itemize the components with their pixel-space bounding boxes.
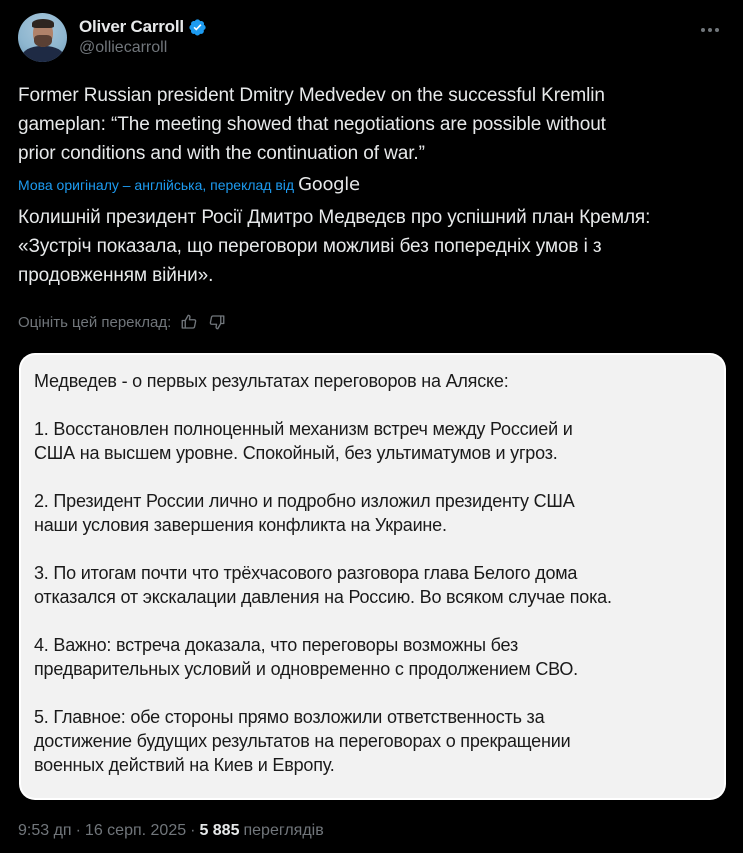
translation-source-link[interactable]: Мова оригіналу – англійська, переклад від (18, 176, 295, 193)
image-text-line: наши условия завершения конфликта на Украине. (34, 515, 447, 535)
views-label: переглядів (243, 822, 324, 839)
thumbs-down-icon (208, 313, 226, 331)
image-text-line: предварительных условий и одновременно с продолжением СВО. (34, 659, 578, 679)
thumbs-up-icon (180, 313, 198, 331)
tweet-text-line: prior conditions and with the continuation of war.” (18, 143, 425, 164)
image-paragraph (34, 369, 710, 393)
meta-separator: · (75, 822, 81, 839)
more-dot-icon (715, 28, 719, 32)
attached-image[interactable] (19, 353, 726, 800)
image-text-line: 4. Важно: встреча доказала, что переговоры возможны без (34, 635, 519, 655)
image-text-line: отказался от экскалации давления на Россию. Во всяком случае пока. (34, 587, 612, 607)
tweet-date[interactable]: 16 серп. 2025 (84, 822, 187, 839)
image-text-line: 5. Главное: обе стороны прямо возложили ответственность за (34, 707, 545, 727)
image-paragraph (34, 633, 710, 681)
tweet-meta (18, 822, 324, 840)
thumbs-down-button[interactable] (207, 312, 227, 332)
tweet-header (18, 12, 725, 62)
image-text-line: 3. По итогам почти что трёхчасового разговора глава Белого дома (34, 563, 578, 583)
translated-text (18, 203, 728, 290)
image-paragraph (34, 417, 710, 465)
name-row (79, 17, 207, 37)
tweet-time[interactable]: 9:53 дп (18, 822, 72, 839)
avatar[interactable] (18, 13, 67, 62)
more-dot-icon (701, 28, 705, 32)
tweet-text-line: Former Russian president Dmitry Medvedev on the successful Kremlin (18, 85, 605, 106)
google-logo: Google (298, 174, 360, 195)
translation-note (18, 174, 360, 195)
translated-text-line: «Зустріч показала, що переговори можливі без попередніх умов і з (18, 236, 602, 257)
rate-translation (18, 312, 227, 332)
translated-text-line: продовженням війни». (18, 265, 214, 286)
translated-text-line: Колишній президент Росії Дмитро Медведєв про успішний план Кремля: (18, 207, 651, 228)
image-paragraph (34, 561, 710, 609)
user-handle[interactable]: @olliecarroll (79, 39, 168, 56)
display-name[interactable]: Oliver Carroll (79, 17, 184, 36)
image-text-card (21, 355, 724, 798)
avatar-beard-shape (34, 35, 52, 47)
image-paragraph (34, 705, 710, 777)
thumbs-up-button[interactable] (179, 312, 199, 332)
user-info (79, 17, 207, 57)
more-options-button[interactable] (695, 20, 725, 40)
image-text-line: 2. Президент России лично и подробно изложил президенту США (34, 491, 575, 511)
rate-translation-label: Оцініть цей переклад: (18, 313, 172, 331)
image-text-line: 1. Восстановлен полноценный механизм встреч между Россией и (34, 419, 573, 439)
avatar-body-shape (22, 46, 64, 62)
tweet-text-line: gameplan: “The meeting showed that negotiations are possible without (18, 114, 606, 135)
tweet-text (18, 81, 728, 168)
avatar-hair-shape (32, 19, 54, 28)
views-count: 5 885 (199, 822, 240, 839)
image-text-line: Медведев - о первых результатах переговоров на Аляске: (34, 371, 509, 391)
verified-badge-icon (188, 18, 207, 37)
image-text-line: США на высшем уровне. Спокойный, без ультиматумов и угроз. (34, 443, 558, 463)
image-paragraph (34, 489, 710, 537)
more-dot-icon (708, 28, 712, 32)
image-text-line: достижение будущих результатов на переговорах о прекращении (34, 731, 571, 751)
meta-separator: · (190, 822, 196, 839)
image-text-line: военных действий на Киев и Европу. (34, 755, 335, 775)
